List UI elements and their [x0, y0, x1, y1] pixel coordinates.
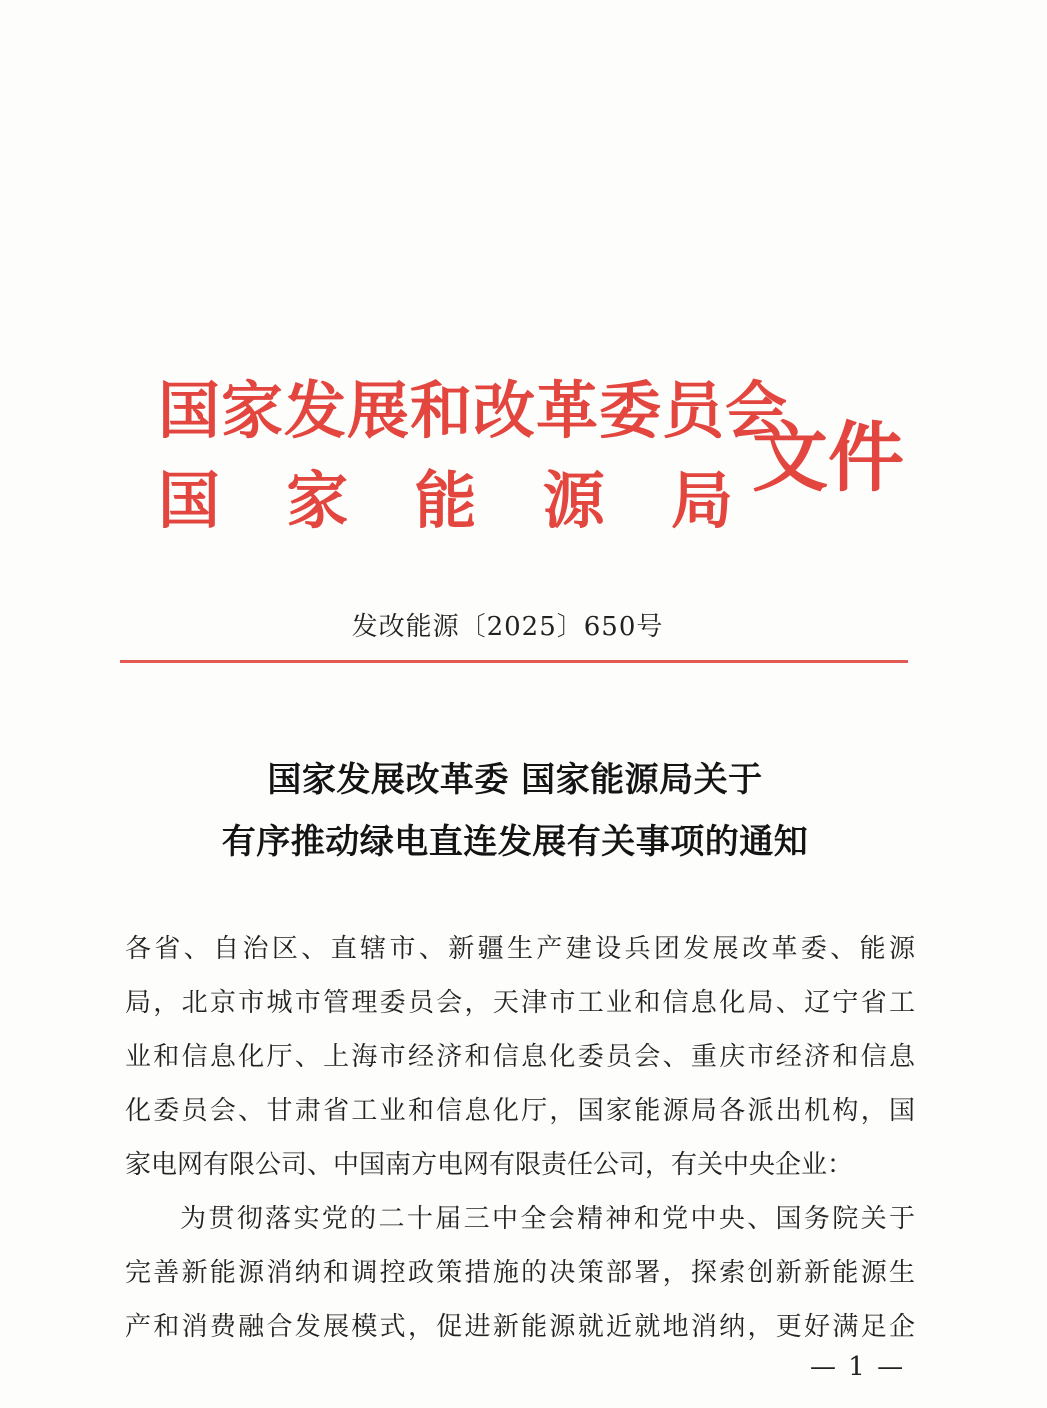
page-number: — 1 —: [810, 1352, 906, 1382]
title-line-1: 国家发展改革委 国家能源局关于: [267, 760, 763, 800]
addressee-line: 业和信息化厅、上海市经济和信息化委员会、重庆市经济和信息: [125, 1042, 915, 1072]
addressee-line: 各省、自治区、直辖市、新疆生产建设兵团发展改革委、能源: [125, 934, 915, 964]
document-body: [125, 930, 915, 1362]
issuer-name-nea: [158, 464, 733, 537]
body-line: 产和消费融合发展模式，促进新能源就近就地消纳，更好满足企: [125, 1312, 915, 1342]
addressee-line: 家电网有限公司、中国南方电网有限责任公司，有关中央企业：: [125, 1150, 854, 1180]
document-type-label: 文件: [752, 413, 904, 502]
body-line: 完善新能源消纳和调控政策措施的决策部署，探索创新新能源生: [125, 1258, 915, 1288]
issuer-nea-char: 国: [158, 464, 221, 537]
body-line: 为贯彻落实党的二十届三中全会精神和党中央、国务院关于: [180, 1204, 915, 1234]
issuer-nea-char: 源: [542, 464, 605, 537]
issuer-nea-char: 能: [414, 464, 477, 537]
document-number: 发改能源〔2025〕650号: [351, 612, 664, 642]
header-divider: [120, 660, 908, 663]
issuer-nea-char: 家: [286, 464, 349, 537]
issuer-name-ndrc: 国家发展和改革委员会: [158, 374, 789, 447]
addressee-line: 化委员会、甘肃省工业和信息化厅，国家能源局各派出机构，国: [125, 1096, 915, 1126]
addressee-line: 局，北京市城市管理委员会，天津市工业和信息化局、辽宁省工: [125, 988, 915, 1018]
issuer-nea-char: 局: [670, 464, 733, 537]
title-line-2: 有序推动绿电直连发展有关事项的通知: [221, 822, 809, 862]
